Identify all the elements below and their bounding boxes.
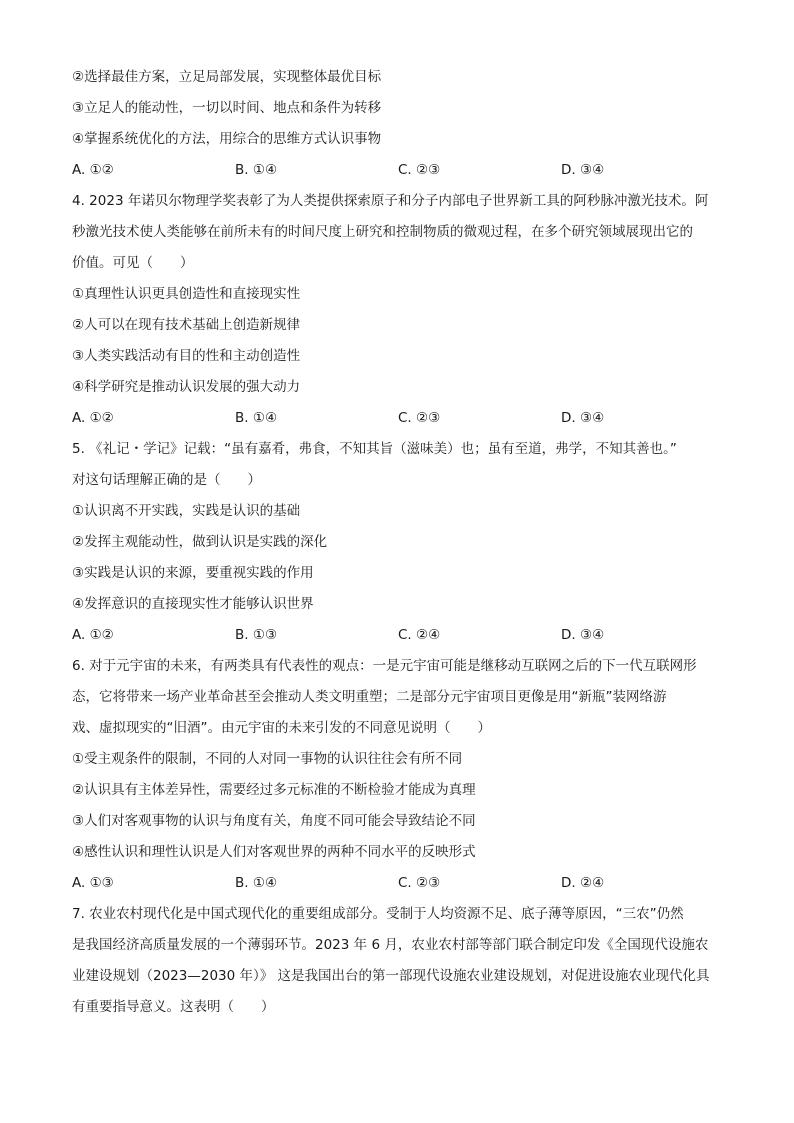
question-4 — [72, 186, 732, 434]
q6-option-d[interactable]: D. ②④ — [561, 875, 605, 891]
q6-item-4: ④感性认识和理性认识是人们对客观世界的两种不同水平的反映形式 — [72, 844, 476, 860]
q3-options — [72, 155, 732, 186]
q3-option-d[interactable]: D. ③④ — [561, 162, 605, 178]
q3-item-4: ④掌握系统优化的方法，用综合的思维方式认识事物 — [72, 131, 382, 147]
q5-item-2: ②发挥主观能动性，做到认识是实践的深化 — [72, 534, 328, 550]
q5-stem-line: 5. 《礼记・学记》记载：“虽有嘉肴，弗食，不知其旨（滋味美）也；虽有至道，弗学，不知其善也。” — [72, 441, 677, 457]
q4-option-c[interactable]: C. ②③ — [398, 410, 441, 426]
q7-stem-line: 是我国经济高质量发展的一个薄弱环节。2023 年 6 月，农业农村部等部门联合制定印发《全国现代设施农 — [72, 937, 709, 953]
q4-option-a[interactable]: A. ①② — [72, 410, 114, 426]
q6-stem-line: 态，它将带来一场产业革命甚至会推动人类文明重塑；二是部分元宇宙项目更像是用“新瓶”装网络游 — [72, 689, 667, 705]
q6-item-2: ②认识具有主体差异性，需要经过多元标准的不断检验才能成为真理 — [72, 782, 476, 798]
q5-item-1: ①认识离不开实践，实践是认识的基础 — [72, 503, 301, 519]
q3-option-a[interactable]: A. ①② — [72, 162, 114, 178]
exam-page — [72, 62, 732, 1023]
question-6 — [72, 651, 732, 899]
q7-stem-line: 有重要指导意义。这表明（ ） — [72, 999, 275, 1015]
q4-options — [72, 403, 732, 434]
q5-option-c[interactable]: C. ②④ — [398, 627, 441, 643]
q6-item-3: ③人们对客观事物的认识与角度有关，角度不同可能会导致结论不同 — [72, 813, 476, 829]
q4-stem-line: 价值。可见（ ） — [72, 255, 194, 271]
q4-stem-line: 秒激光技术使人类能够在前所未有的时间尺度上研究和控制物质的微观过程，在多个研究领域展现出它的 — [72, 224, 693, 240]
q6-option-c[interactable]: C. ②③ — [398, 875, 441, 891]
q5-item-4: ④发挥意识的直接现实性才能够认识世界 — [72, 596, 314, 612]
q6-item-1: ①受主观条件的限制，不同的人对同一事物的认识往往会有所不同 — [72, 751, 463, 767]
question-3 — [72, 62, 732, 186]
q5-option-b[interactable]: B. ①③ — [235, 627, 278, 643]
q4-option-b[interactable]: B. ①④ — [235, 410, 278, 426]
q4-item-3: ③人类实践活动有目的性和主动创造性 — [72, 348, 301, 364]
q6-stem-line: 戏、虚拟现实的“旧酒”。由元宇宙的未来引发的不同意见说明（ ） — [72, 720, 491, 736]
q3-option-b[interactable]: B. ①④ — [235, 162, 278, 178]
q7-stem-line: 7. 农业农村现代化是中国式现代化的重要组成部分。受制于人均资源不足、底子薄等原因，“三农”仍然 — [72, 906, 684, 922]
q6-options — [72, 868, 732, 899]
question-7 — [72, 899, 732, 1023]
q3-option-c[interactable]: C. ②③ — [398, 162, 441, 178]
q5-option-d[interactable]: D. ③④ — [561, 627, 605, 643]
q4-item-2: ②人可以在现有技术基础上创造新规律 — [72, 317, 301, 333]
q4-item-1: ①真理性认识更具创造性和直接现实性 — [72, 286, 301, 302]
q6-option-b[interactable]: B. ①④ — [235, 875, 278, 891]
q6-stem-line: 6. 对于元宇宙的未来，有两类具有代表性的观点：一是元宇宙可能是继移动互联网之后的下一代互联网形 — [72, 658, 697, 674]
question-5 — [72, 434, 732, 651]
q4-option-d[interactable]: D. ③④ — [561, 410, 605, 426]
q4-stem-line: 4. 2023 年诺贝尔物理学奖表彰了为人类提供探索原子和分子内部电子世界新工具的阿秒脉冲激光技术。阿 — [72, 193, 709, 209]
q5-stem-line: 对这句话理解正确的是（ ） — [72, 472, 261, 488]
q5-options — [72, 620, 732, 651]
q7-stem-line: 业建设规划（2023—2030 年）》 这是我国出台的第一部现代设施农业建设规划，对促进设施农业现代化具 — [72, 968, 710, 984]
q5-item-3: ③实践是认识的来源，要重视实践的作用 — [72, 565, 314, 581]
q3-item-2: ②选择最佳方案，立足局部发展，实现整体最优目标 — [72, 69, 382, 85]
q6-option-a[interactable]: A. ①③ — [72, 875, 114, 891]
q3-item-3: ③立足人的能动性，一切以时间、地点和条件为转移 — [72, 100, 382, 116]
q5-option-a[interactable]: A. ①② — [72, 627, 114, 643]
q4-item-4: ④科学研究是推动认识发展的强大动力 — [72, 379, 301, 395]
